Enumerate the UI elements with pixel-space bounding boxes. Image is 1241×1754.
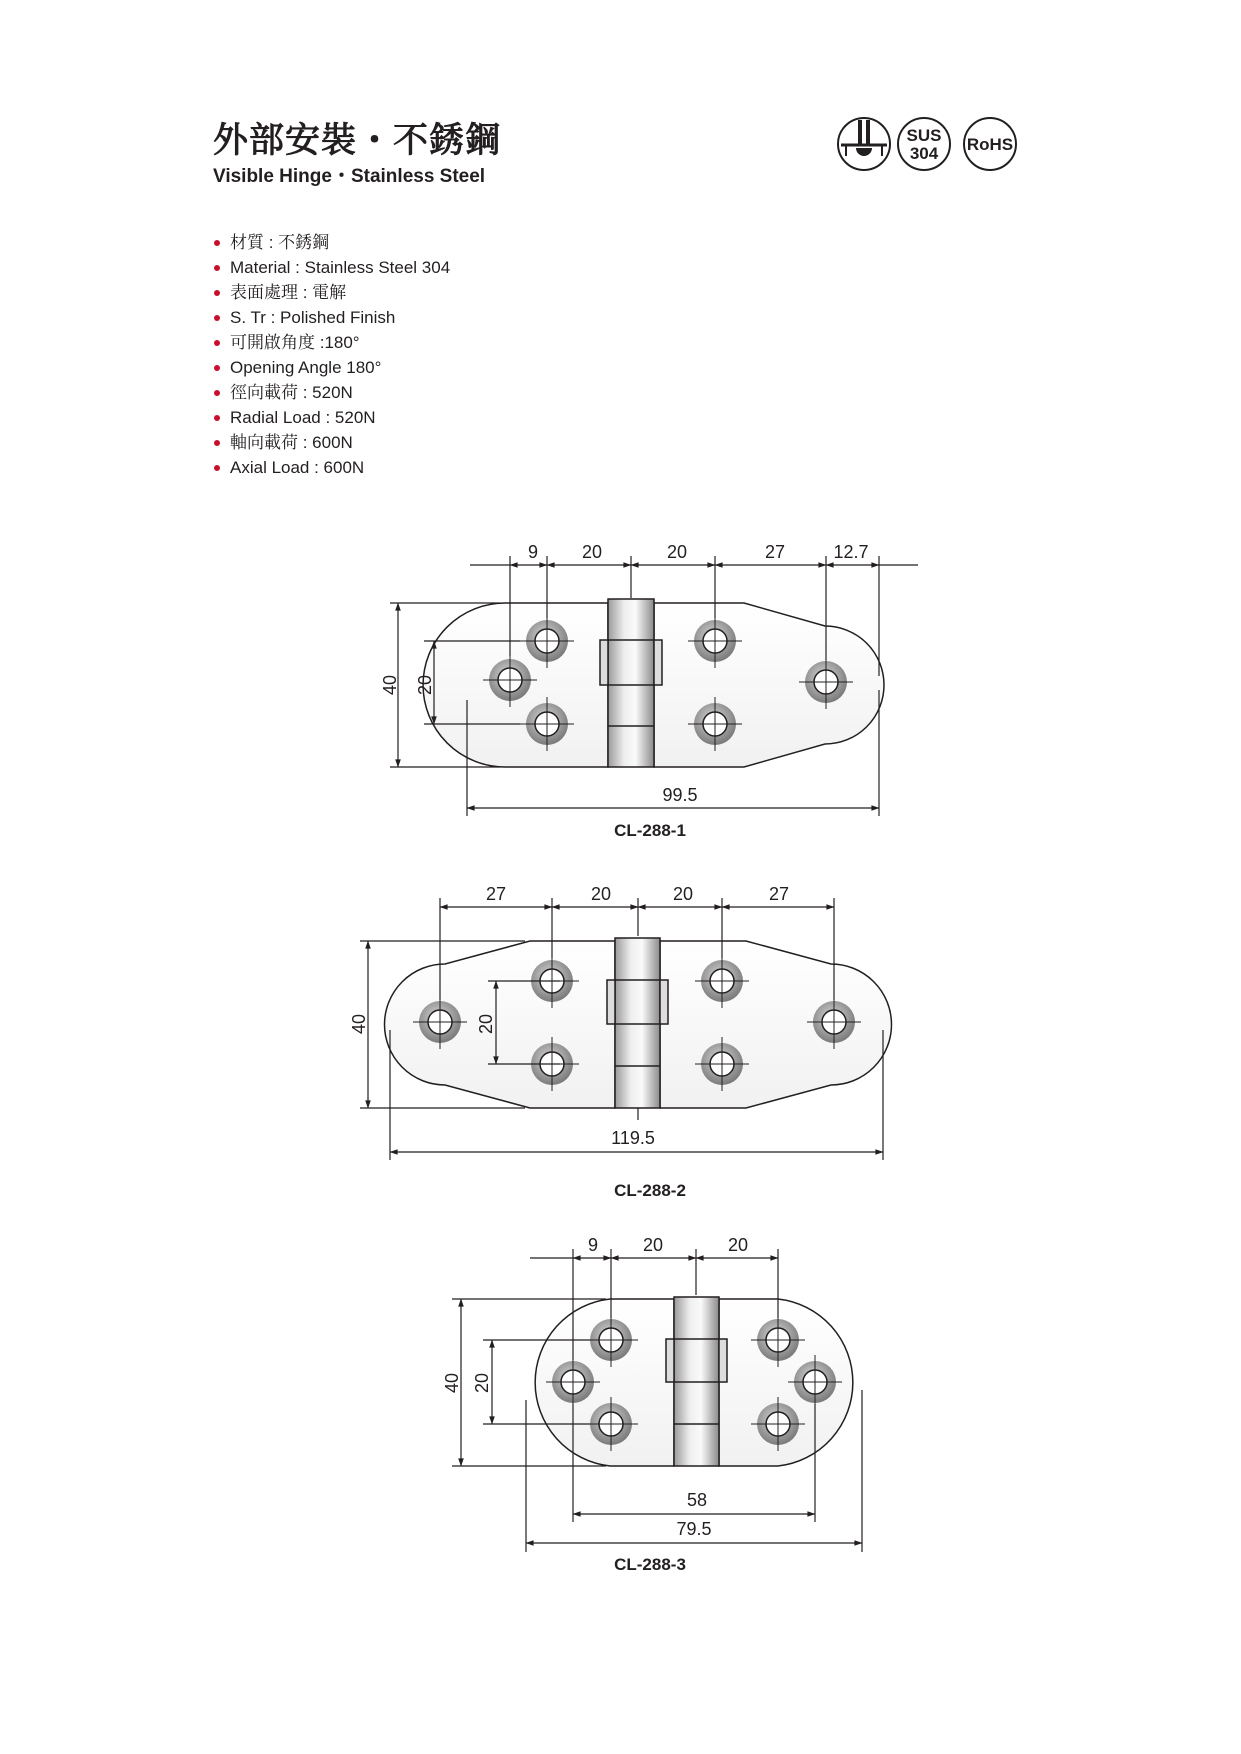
dim-label: 27 [768,884,790,904]
dim-label: 9 [587,1235,599,1255]
knuckle [615,938,660,1108]
dim-label: 9 [527,542,539,562]
knuckle [608,599,654,767]
dim-label: 20 [472,1372,492,1394]
spec-item: Material : Stainless Steel 304 [214,255,450,280]
dim-label: 20 [666,542,688,562]
right-leaf [654,603,884,767]
page-title-zh: 外部安裝・不銹鋼 [213,121,502,161]
dim-label: 20 [415,674,435,696]
spec-item: S. Tr : Polished Finish [214,305,450,330]
dim-label: 20 [590,884,612,904]
rohs-label: RoHS [966,135,1014,154]
sus-label: SUS [906,126,942,145]
dim-label: 119.5 [611,1128,655,1148]
dim-label: 20 [672,884,694,904]
spec-item: 材質 : 不銹鋼 [214,230,450,255]
dim-label: 20 [727,1235,749,1255]
caption-cl-288-1: CL-288-1 [614,821,686,840]
spec-item: Axial Load : 600N [214,455,450,480]
spec-item: 表面處理 : 電解 [214,280,450,305]
spec-item: Radial Load : 520N [214,405,450,430]
dim-label: 20 [642,1235,664,1255]
dim-label: 27 [485,884,507,904]
spec-item: 可開啟角度 :180° [214,330,450,355]
dim-label: 20 [476,1013,496,1035]
dim-label: 20 [581,542,603,562]
sus-grade-label: 304 [909,144,939,163]
dim-label: 40 [442,1372,462,1394]
spec-item: 徑向載荷 : 520N [214,380,450,405]
left-leaf [384,941,615,1108]
dim-label: 12.7 [833,542,869,562]
spec-item: Opening Angle 180° [214,355,450,380]
dim-label: 99.5 [662,785,698,805]
page-title-en: Visible Hinge・Stainless Steel [213,166,486,187]
right-leaf [660,941,891,1108]
dim-label: 27 [764,542,786,562]
dim-label: 79.5 [676,1519,712,1539]
spec-item: 軸向載荷 : 600N [214,430,450,455]
dim-label: 40 [349,1013,369,1035]
caption-cl-288-3: CL-288-3 [614,1555,686,1574]
dim-label: 40 [380,674,400,696]
dim-label: 58 [686,1490,708,1510]
caption-cl-288-2: CL-288-2 [614,1181,686,1200]
